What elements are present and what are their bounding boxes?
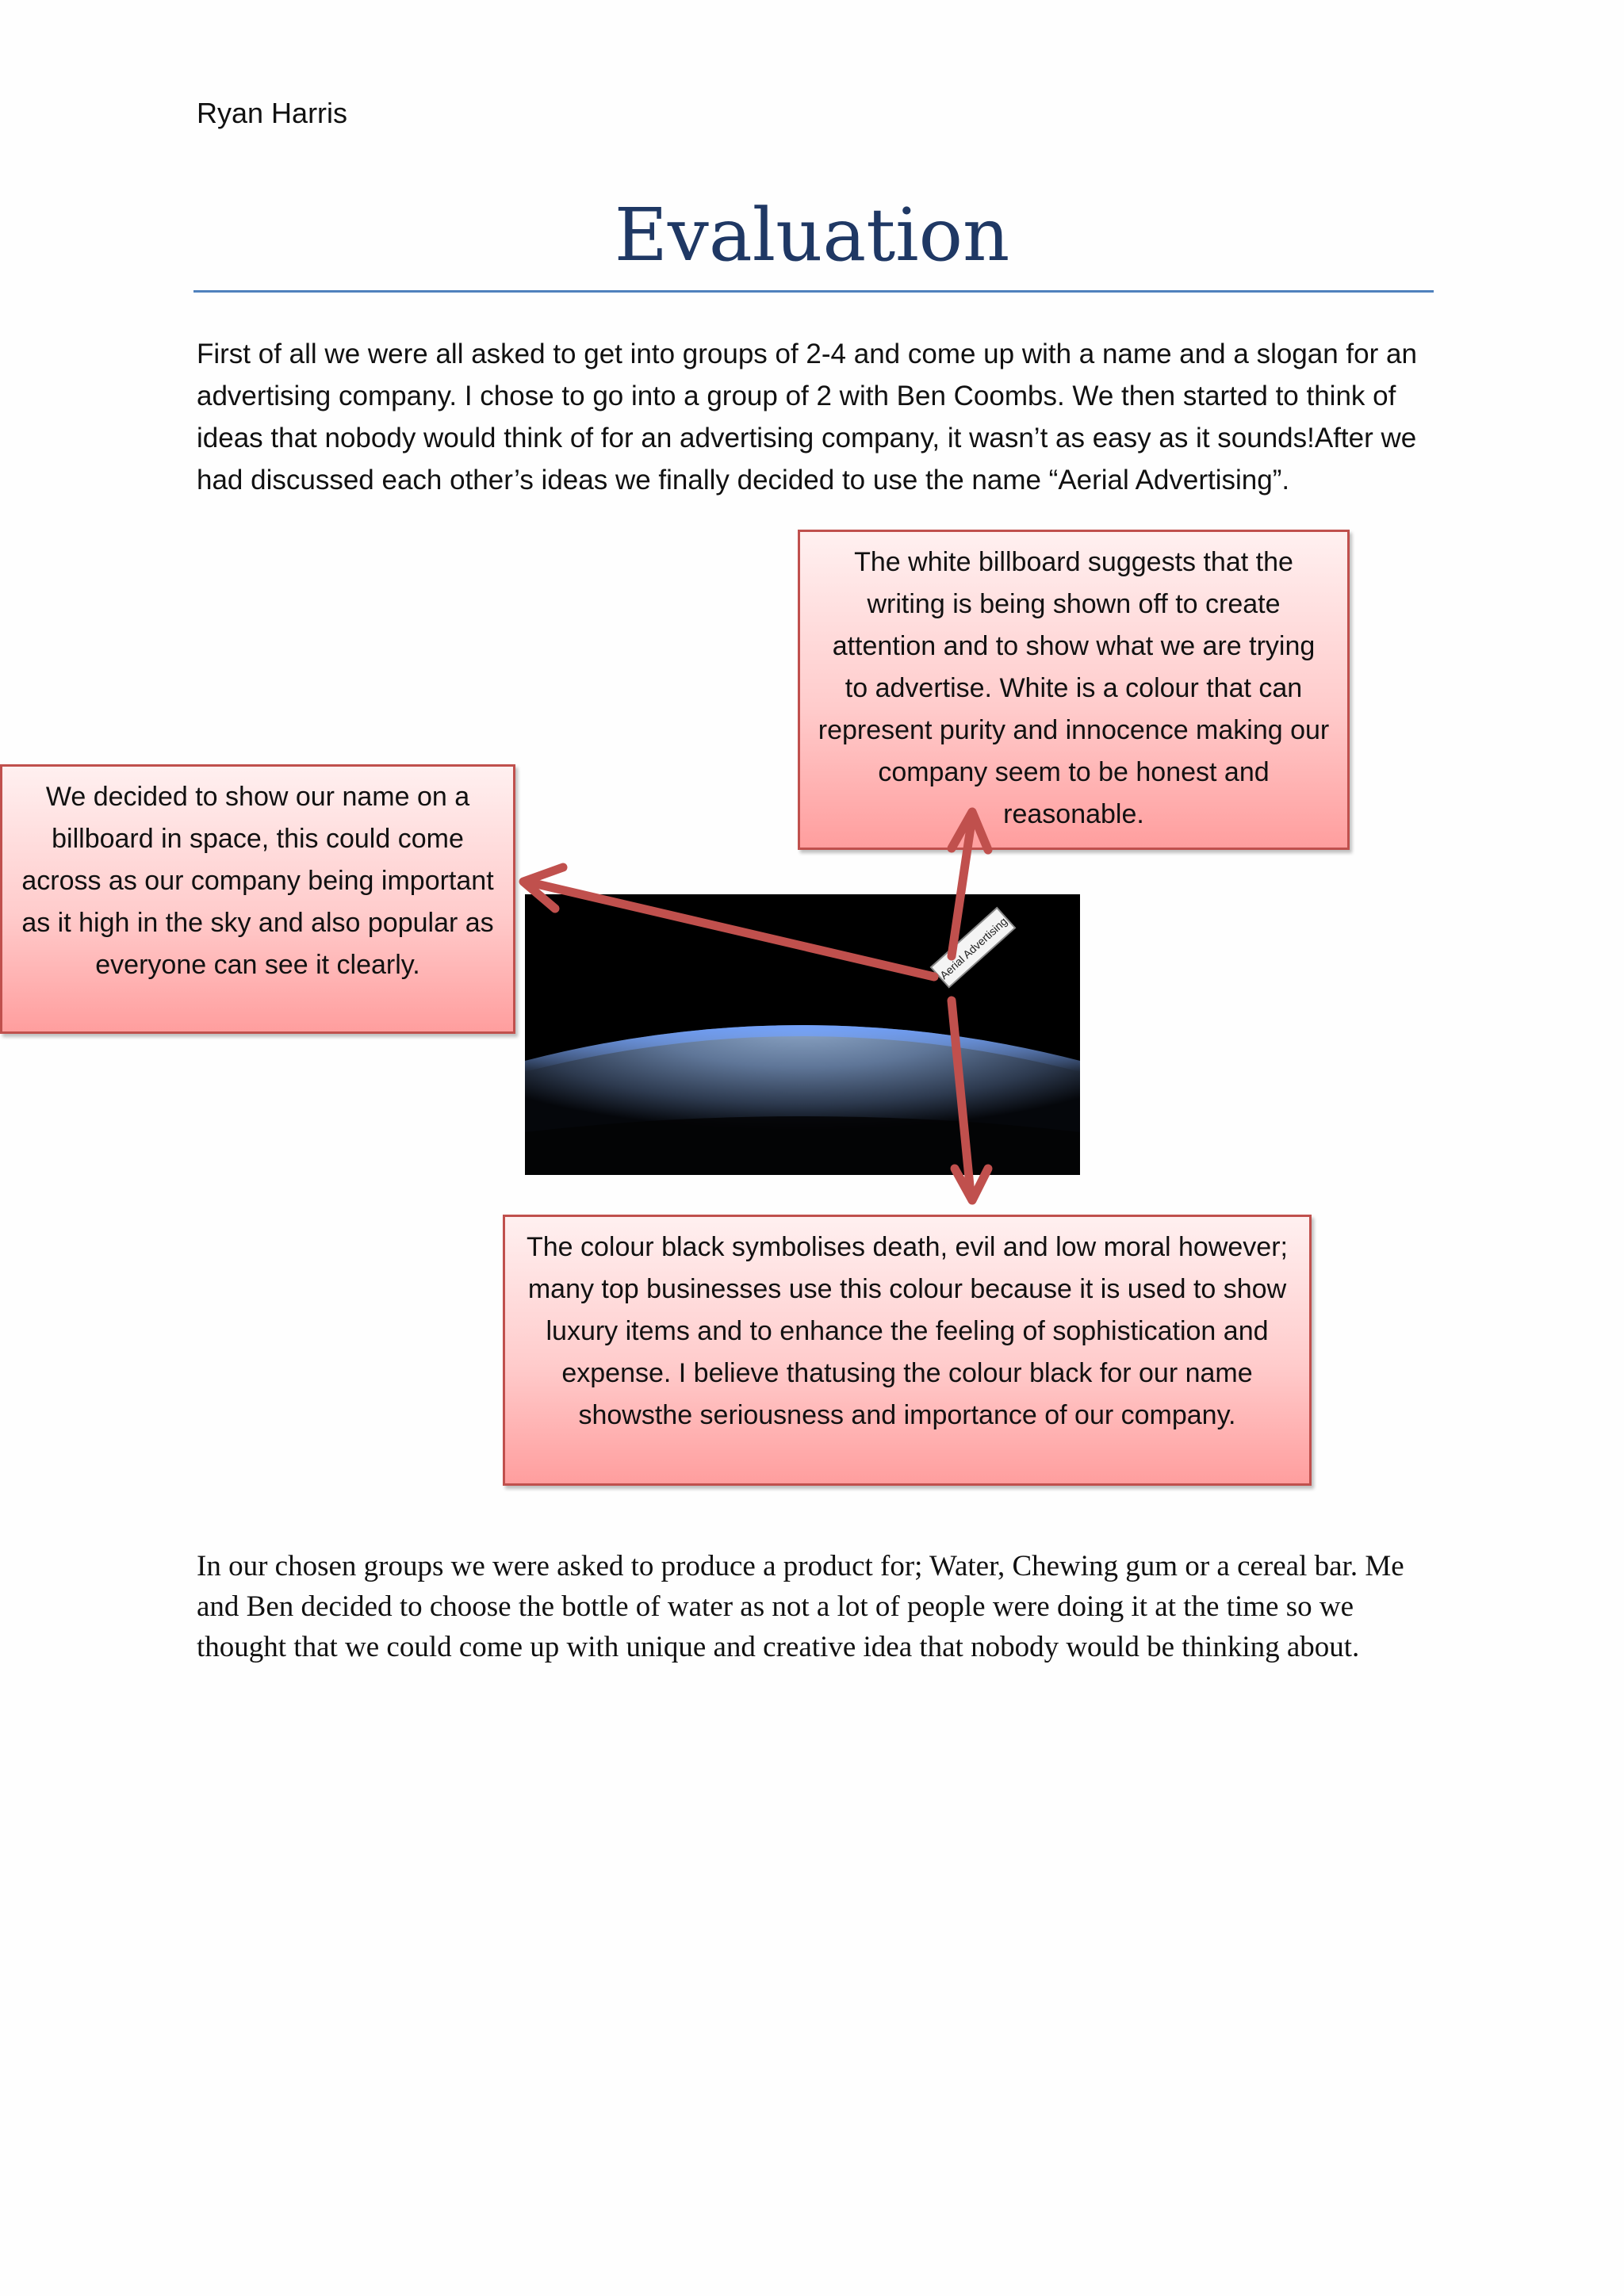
title-divider [193,290,1434,293]
callout-black-colour: The colour black symbolises death, evil and low moral however; many top businesses use this colour because it is used to show luxury items and to enhance the feeling of sophistication and expense. I believe thatusing the colour black for our name showsthe seriousness and importance of our company. [503,1215,1312,1486]
callout-white-billboard: The white billboard suggests that the writing is being shown off to create attention and to show what we are trying to advertise. White is a colour that can represent purity and innocence making our company seem to be honest and reasonable. [798,530,1350,850]
callout-space-billboard: We decided to show our name on a billboard in space, this could come across as our company being important as it high in the sky and also popular as everyone can see it clearly. [0,764,515,1034]
intro-paragraph: First of all we were all asked to get into groups of 2-4 and come up with a name and a slogan for an advertising company. I chose to go into a group of 2 with Ben Coombs. We then started to think of ideas that nobody would think of for an advertising company, it wasn’t as easy as it sounds!After we had discussed each other’s ideas we finally decided to use the name “Aerial Advertising”. [197,339,1417,496]
outro-paragraph: In our chosen groups we were asked to produce a product for; Water, Chewing gum or a cereal bar. Me and Ben decided to choose the bottle of water as not a lot of people were doing it at the time so we thought that we could come up with unique and creative idea that nobody would be thinking about. [197,1550,1404,1663]
earth-billboard-image [525,894,1080,1175]
author-name: Ryan Harris [197,97,348,129]
earth-horizon-picture [525,894,1080,1175]
billboard-text: Aerial Advertising [937,914,1010,982]
page-title: Evaluation [614,193,1010,277]
